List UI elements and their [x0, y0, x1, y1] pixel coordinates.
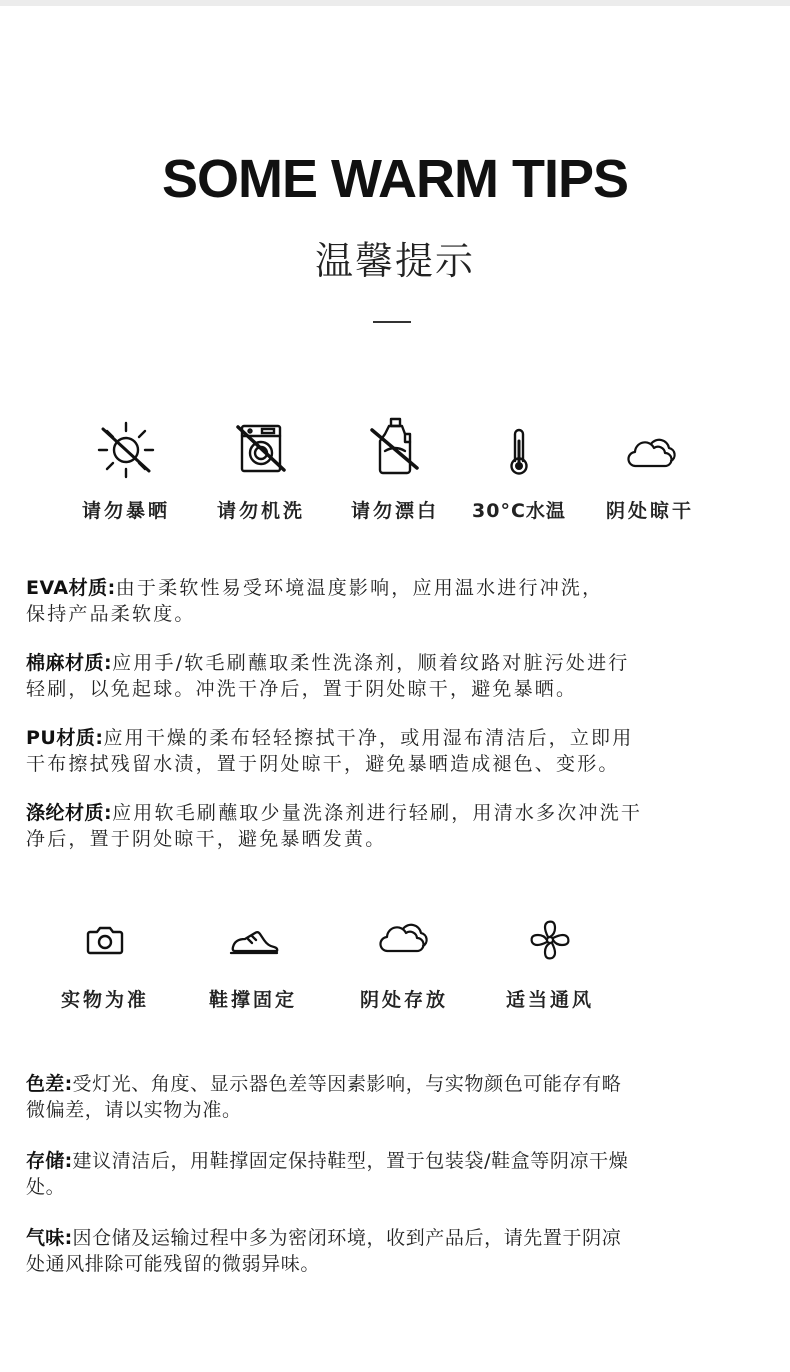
cloud-icon — [369, 905, 439, 975]
tip-label: 阴处存放 — [359, 989, 448, 1011]
care-label: 阴处晾干 — [605, 500, 694, 522]
material-cotton-linen — [26, 650, 761, 702]
note-storage — [26, 1148, 761, 1200]
care-label: 请勿机洗 — [216, 500, 305, 522]
page-title-english: SOME WARM TIPS — [161, 149, 628, 209]
tip-label: 适当通风 — [505, 989, 594, 1011]
no-sun-icon — [91, 415, 161, 485]
note-label: 存储: — [26, 1150, 73, 1172]
material-label: EVA材质: — [26, 577, 116, 599]
note-text-line1: 受灯光、角度、显示器色差等因素影响，与实物颜色可能存有略 — [72, 1073, 622, 1095]
cloud-icon — [615, 415, 685, 485]
material-text-line2: 净后，置于阴处晾干，避免暴晒发黄。 — [26, 828, 387, 850]
page-title-chinese: 温馨提示 — [314, 239, 475, 283]
camera-icon — [70, 905, 140, 975]
material-label: 涤纶材质: — [26, 802, 113, 824]
tip-label: 鞋撑固定 — [208, 989, 297, 1011]
material-text-line2: 干布擦拭残留水渍，置于阴处晾干，避免暴晒造成褪色、变形。 — [26, 753, 620, 775]
note-color-difference — [26, 1071, 761, 1123]
material-text-line1: 应用软毛刷蘸取少量洗涤剂进行轻刷，用清水多次冲洗干 — [112, 802, 643, 824]
care-label: 30°C水温 — [472, 500, 566, 522]
material-text-line2: 轻刷，以免起球。冲洗干净后，置于阴处晾干，避免暴晒。 — [26, 678, 578, 700]
note-label: 色差: — [26, 1073, 73, 1095]
shoe-tree-icon — [218, 905, 288, 975]
material-text-line1: 应用手/软毛刷蘸取柔性洗涤剂，顺着纹路对脏污处进行 — [112, 652, 630, 674]
material-text-line2: 保持产品柔软度。 — [26, 603, 196, 625]
note-odor — [26, 1225, 761, 1277]
top-divider-bar — [0, 0, 790, 6]
care-label: 请勿暴晒 — [81, 500, 170, 522]
thermometer-icon — [484, 415, 554, 485]
fan-icon — [515, 905, 585, 975]
note-label: 气味: — [26, 1227, 73, 1249]
note-text-line1: 建议清洁后，用鞋撑固定保持鞋型，置于包装袋/鞋盒等阴凉干燥 — [72, 1150, 629, 1172]
no-bleach-icon — [360, 415, 430, 485]
material-label: PU材质: — [26, 727, 104, 749]
care-label: 请勿漂白 — [350, 500, 439, 522]
note-text-line1: 因仓储及运输过程中多为密闭环境，收到产品后，请先置于阴凉 — [72, 1227, 622, 1249]
title-divider — [373, 321, 411, 323]
tip-label: 实物为准 — [60, 989, 149, 1011]
material-text-line1: 应用干燥的柔布轻轻擦拭干净，或用湿布清洁后，立即用 — [103, 727, 634, 749]
note-text-line2: 处。 — [26, 1176, 66, 1198]
material-eva — [26, 575, 761, 627]
material-text-line1: 由于柔软性易受环境温度影响，应用温水进行冲洗， — [115, 577, 604, 599]
material-label: 棉麻材质: — [26, 652, 113, 674]
note-text-line2: 微偏差，请以实物为准。 — [26, 1099, 242, 1121]
note-text-line2: 处通风排除可能残留的微弱异味。 — [26, 1253, 321, 1275]
no-machine-wash-icon — [226, 415, 296, 485]
material-polyester — [26, 800, 761, 852]
material-pu — [26, 725, 761, 777]
